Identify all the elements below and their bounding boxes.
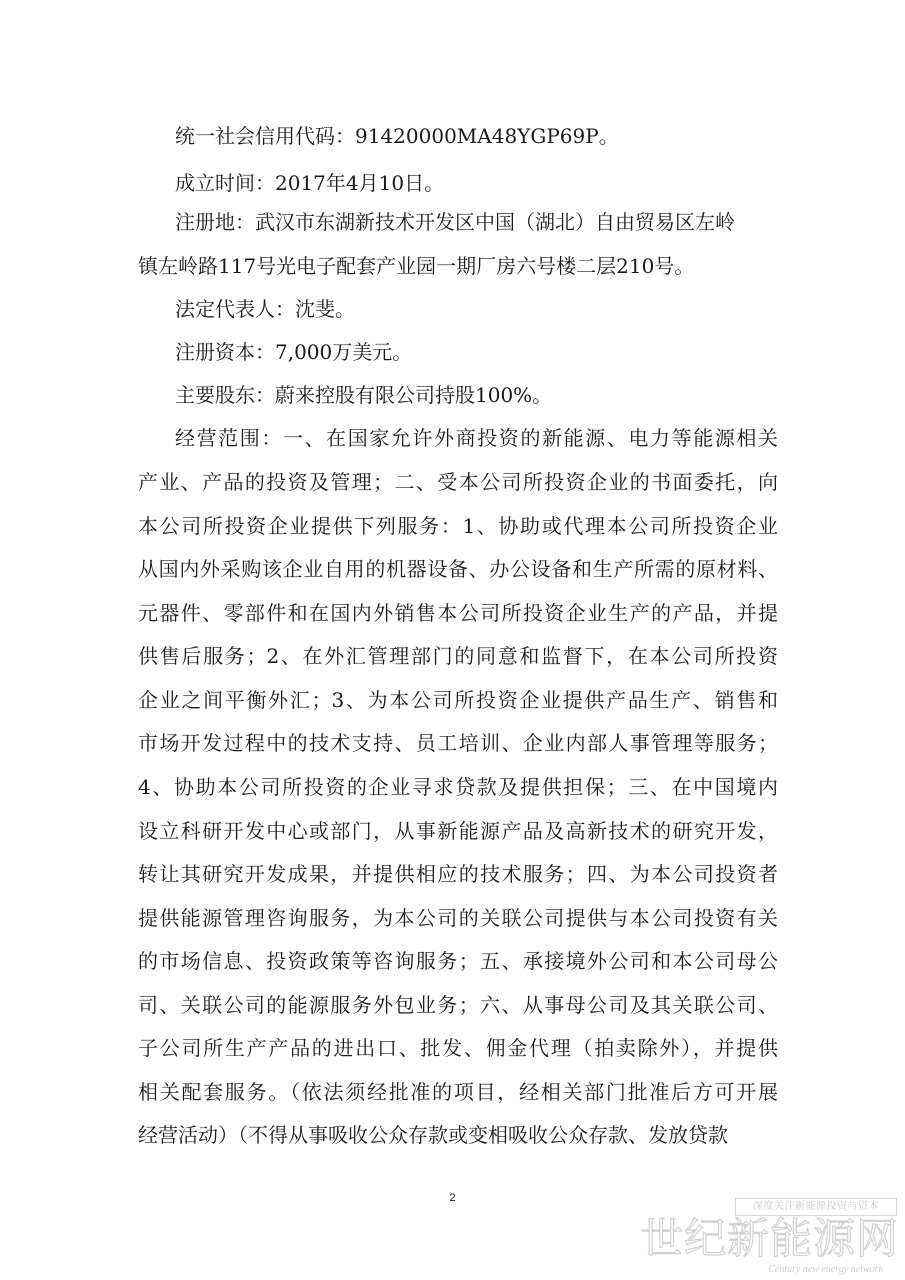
address-line-1: 注册地：武汉市东湖新技术开发区中国（湖北）自由贸易区左岭: [175, 210, 735, 234]
watermark-logo-text: 世纪新能源网: [640, 1214, 899, 1263]
watermark-english-text: Century new energy network: [768, 1264, 883, 1275]
document-page: 统一社会信用代码：91420000MA48YGP69P。 成立时间：2017年4月10日。 注册地：武汉市东湖新技术开发区中国（湖北）自由贸易区左岭 镇左岭路117号光电子配套产业园一期厂房六号楼二层210号。 法定代表人：沈斐。 注册资本：7,000万美元。 主要股东：蔚来控股有限公司持股100%。 经营范围：一、在国家允许外商投资的新能源、电力等能源相关 产业、产品的投资及管理；二、受本公司所投资企业的书面委托，向 本公司所投资企业提供下列服务：1、协助或代理本公司所投资企业 从国内外采购该企业自用的机器设备、办公设备和生产所需的原材料、 元器件、零部件和在国内外销售本公司所投资企业生产的产品，并提 供售后服务；2、在外汇管理部门的同意和监督下，在本公司所投资 企业之间平衡外汇；3、为本公司所投资企业提供产品生产、销售和 市场开发过程中的技术支持、员工培训、企业内部人事管理等服务； 4、协助本公司所投资的企业寻求贷款及提供担保；三、在中国境内 设立科研开发中心或部门，从事新能源产品及高新技术的研究开发， 转让其研究开发成果，并提供相应的技术服务；四、为本公司投资者 提供能源管理咨询服务，为本公司的关联公司提供与本公司投资有关 的市场信息、投资政策等咨询服务；五、承接境外公司和本公司母公 司、关联公司的能源服务外包业务；六、从事母公司及其关联公司、 子公司所生产产品的进出口、批发、佣金代理（拍卖除外），并提供 相关配套服务。（依法须经批准的项目，经相关部门批准后方可开展 经营活动）（不得从事吸收公众存款或变相吸收公众存款、发放贷款 2 深度关注新能源投资与资本 世纪新能源网 Century new energy network: [0, 0, 905, 1280]
page-number: 2: [449, 1192, 456, 1204]
site-watermark: [640, 1198, 899, 1278]
address-line-2: 镇左岭路117号光电子配套产业园一期厂房六号楼二层210号。: [138, 254, 695, 278]
watermark-tagline: 深度关注新能源投资与资本: [735, 1198, 897, 1216]
